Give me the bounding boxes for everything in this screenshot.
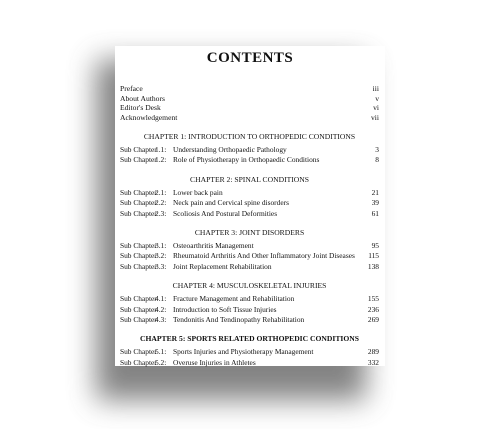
sub-chapter-title: Sports Injuries and Physiotherapy Management <box>173 347 314 357</box>
sub-chapter-title: Tendonitis And Tendinopathy Rehabilitation <box>173 315 305 325</box>
sub-chapter-prefix: Sub Chapter <box>120 187 157 197</box>
sub-chapter-page: 39 <box>371 198 379 208</box>
sub-chapter-number: 1.1: <box>155 145 167 154</box>
sub-chapter-row[interactable] <box>120 294 379 304</box>
sub-chapter-title: Role of Physiotherapy in Orthopaedic Conditions <box>173 155 320 165</box>
sub-chapter-number: 3.3: <box>155 261 167 271</box>
entry-label: Preface <box>120 84 143 93</box>
sub-chapter-number: 2.2: <box>155 198 167 208</box>
sub-chapter-title: Fracture Management and Rehabilitation <box>173 294 295 304</box>
sub-chapter-number: 3.1: <box>155 241 167 251</box>
sub-chapter-number: 5.1: <box>155 347 167 357</box>
sub-chapter-prefix: Sub Chapter <box>120 261 157 271</box>
sub-chapter-row[interactable] <box>120 358 379 368</box>
chapter-heading[interactable]: CHAPTER 1: INTRODUCTION TO ORTHOPEDIC CONDITIONS <box>143 132 356 141</box>
sub-chapter-row[interactable] <box>120 241 379 251</box>
sub-chapter-row[interactable] <box>120 188 379 198</box>
sub-chapter-title: Overuse Injuries in Athletes <box>173 357 256 367</box>
sub-chapter-title: Joint Replacement Rehabilitation <box>173 261 272 271</box>
sub-chapter-prefix: Sub Chapter <box>120 241 157 251</box>
chapter-section <box>120 228 379 272</box>
sub-chapter-row[interactable] <box>120 155 379 165</box>
sub-chapter-prefix: Sub Chapter <box>120 294 157 304</box>
chapter-heading[interactable]: CHAPTER 3: JOINT DISORDERS <box>194 228 305 238</box>
entry-page: iii <box>372 84 379 93</box>
sub-chapter-number: 4.3: <box>155 315 167 325</box>
sub-chapter-title: Osteoarthritis Management <box>173 241 254 251</box>
sub-chapter-page: 61 <box>371 208 379 218</box>
sub-chapter-row[interactable] <box>120 347 379 357</box>
entry-page: vii <box>370 112 379 122</box>
sub-chapter-prefix: Sub Chapter <box>120 347 157 357</box>
sub-chapter-row[interactable] <box>120 145 379 155</box>
front-matter-list <box>120 84 379 122</box>
chapter-heading[interactable]: CHAPTER 4: MUSCULOSKELETAL INJURIES <box>172 281 327 291</box>
front-matter-item[interactable] <box>120 113 379 123</box>
chapter-section <box>120 334 379 368</box>
entry-label: About Authors <box>120 93 165 103</box>
sub-chapter-prefix: Sub Chapter <box>120 145 157 154</box>
sub-chapter-number: 2.1: <box>155 187 167 197</box>
entry-label: Editor's Desk <box>120 103 161 113</box>
sub-chapter-title: Lower back pain <box>173 187 223 197</box>
sub-chapter-row[interactable] <box>120 251 379 261</box>
entry-page: vi <box>373 103 379 113</box>
sub-chapter-prefix: Sub Chapter <box>120 155 157 165</box>
sub-chapter-page: 95 <box>371 241 379 251</box>
sub-chapter-page: 3 <box>375 145 379 154</box>
sub-chapter-row[interactable] <box>120 198 379 208</box>
sub-chapter-prefix: Sub Chapter <box>120 357 157 367</box>
sub-chapter-prefix: Sub Chapter <box>120 304 157 314</box>
sub-chapter-prefix: Sub Chapter <box>120 208 157 218</box>
front-matter-item[interactable] <box>120 103 379 113</box>
sub-chapter-number: 1.2: <box>155 155 167 165</box>
sub-chapter-page: 332 <box>367 357 379 367</box>
sub-chapter-page: 289 <box>367 347 379 357</box>
sub-chapter-page: 236 <box>367 304 379 314</box>
sub-chapter-row[interactable] <box>120 262 379 272</box>
sub-chapter-prefix: Sub Chapter <box>120 251 157 261</box>
sub-chapter-page: 21 <box>371 187 379 197</box>
sub-chapter-page: 138 <box>367 261 379 271</box>
chapter-section <box>120 175 379 219</box>
sub-chapter-title: Understanding Orthopaedic Pathology <box>173 145 287 154</box>
chapter-section <box>120 281 379 325</box>
sub-chapter-page: 269 <box>367 315 379 325</box>
sub-chapter-number: 3.2: <box>155 251 167 261</box>
entry-page: v <box>375 93 379 103</box>
chapter-heading[interactable]: CHAPTER 2: SPINAL CONDITIONS <box>190 174 309 184</box>
chapter-list <box>120 132 379 377</box>
sub-chapter-page: 8 <box>375 155 379 165</box>
sub-chapter-number: 4.2: <box>155 304 167 314</box>
sub-chapter-number: 5.2: <box>155 357 167 367</box>
sub-chapter-page: 155 <box>367 294 379 304</box>
sub-chapter-prefix: Sub Chapter <box>120 198 157 208</box>
sub-chapter-row[interactable] <box>120 209 379 219</box>
sub-chapter-number: 4.1: <box>155 294 167 304</box>
sub-chapter-title: Rheumatoid Arthritis And Other Inflammatory Joint Diseases <box>173 251 355 261</box>
toc-page <box>115 46 385 366</box>
sub-chapter-row[interactable] <box>120 315 379 325</box>
chapter-section <box>120 132 379 166</box>
sub-chapter-title: Introduction to Soft Tissue Injuries <box>173 304 277 314</box>
sub-chapter-title: Neck pain and Cervical spine disorders <box>173 198 289 208</box>
entry-label: Acknowledgement <box>120 112 178 122</box>
front-matter-item[interactable] <box>120 84 379 94</box>
page-title: CONTENTS <box>206 50 294 66</box>
front-matter-item[interactable] <box>120 94 379 104</box>
sub-chapter-prefix: Sub Chapter <box>120 315 157 325</box>
sub-chapter-page: 115 <box>368 251 379 261</box>
chapter-heading[interactable]: CHAPTER 5: SPORTS RELATED ORTHOPEDIC CONDITIONS <box>140 334 359 344</box>
sub-chapter-title: Scoliosis And Postural Deformities <box>173 208 278 218</box>
sub-chapter-number: 2.3: <box>155 208 167 218</box>
sub-chapter-row[interactable] <box>120 305 379 315</box>
